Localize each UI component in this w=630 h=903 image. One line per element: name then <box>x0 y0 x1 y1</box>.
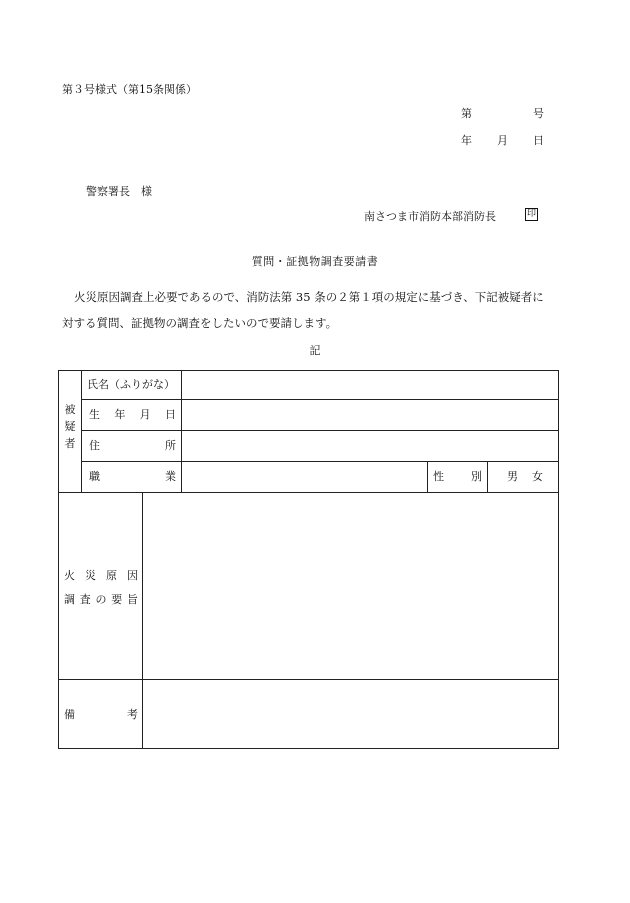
birth-date-char: 日 <box>164 408 176 421</box>
sex-label <box>433 471 482 482</box>
request-body-line-2: 対する質問、証拠物の調査をしたいので要請します。 <box>62 316 338 330</box>
date-month-label: 月 <box>497 134 508 147</box>
document-title: 質問・証拠物調査要請書 <box>251 255 379 268</box>
document-number-suffix: 号 <box>533 107 544 120</box>
sex-option-female[interactable]: 女 <box>532 470 543 483</box>
birth-date-char: 年 <box>114 408 126 421</box>
sender: 南さつま市消防本部消防長 <box>364 210 496 223</box>
col-divider <box>487 461 488 492</box>
remarks-char: 備 <box>64 708 75 721</box>
remarks-char: 考 <box>127 708 138 721</box>
occupation-char: 職 <box>89 470 100 483</box>
request-body-line-1: 火災原因調査上必要であるので、消防法第 35 条の２第１項の規定に基づき、下記被疑者に <box>74 290 544 304</box>
fire-cause-char: 要 <box>111 593 123 606</box>
col-divider <box>81 371 82 492</box>
fire-cause-label-line-2 <box>64 594 138 605</box>
name-label: 氏名（ふりがな） <box>87 378 175 391</box>
sex-label-char: 別 <box>471 470 482 483</box>
request-body <box>62 284 572 336</box>
address-char: 住 <box>89 439 100 452</box>
birth-date-char: 生 <box>89 408 100 421</box>
birth-date-char: 月 <box>139 408 151 421</box>
ki-heading: 記 <box>309 344 321 357</box>
occupation-char: 業 <box>165 470 176 483</box>
fire-cause-char: 災 <box>85 569 96 582</box>
suspect-label-char: 被 <box>64 403 76 416</box>
form-number: 第３号様式（第15条関係） <box>62 83 197 96</box>
remarks-label <box>64 709 138 720</box>
col-divider <box>427 461 428 492</box>
address-field[interactable] <box>182 431 558 461</box>
birth-date-label <box>89 409 176 420</box>
occupation-label <box>89 471 176 482</box>
date-year-label: 年 <box>461 134 472 147</box>
sex-label-char: 性 <box>433 470 444 483</box>
addressee: 警察署長 様 <box>86 185 152 198</box>
fire-cause-char: 因 <box>127 569 138 582</box>
suspect-label-char: 疑 <box>64 420 76 433</box>
fire-cause-char: 原 <box>106 569 117 582</box>
address-label <box>89 440 176 451</box>
date-day-label: 日 <box>533 134 544 147</box>
name-field[interactable] <box>182 372 558 399</box>
fire-cause-char: 調 <box>64 593 75 606</box>
fire-cause-char: 火 <box>64 569 75 582</box>
sex-option-male[interactable]: 男 <box>507 470 518 483</box>
fire-cause-char: 旨 <box>127 593 138 606</box>
fire-cause-char: の <box>95 593 107 606</box>
suspect-label <box>59 401 81 452</box>
fire-cause-summary-field[interactable] <box>143 493 558 679</box>
document-number-prefix: 第 <box>461 107 472 120</box>
fire-cause-label-line-1 <box>64 570 138 581</box>
suspect-label-char: 者 <box>64 437 76 450</box>
address-char: 所 <box>165 439 176 452</box>
birth-date-field[interactable] <box>182 400 558 430</box>
remarks-field[interactable] <box>143 680 558 748</box>
occupation-field[interactable] <box>182 462 426 492</box>
fire-cause-char: 査 <box>79 593 91 606</box>
seal-mark: 印 <box>526 209 536 219</box>
request-table <box>58 370 559 749</box>
